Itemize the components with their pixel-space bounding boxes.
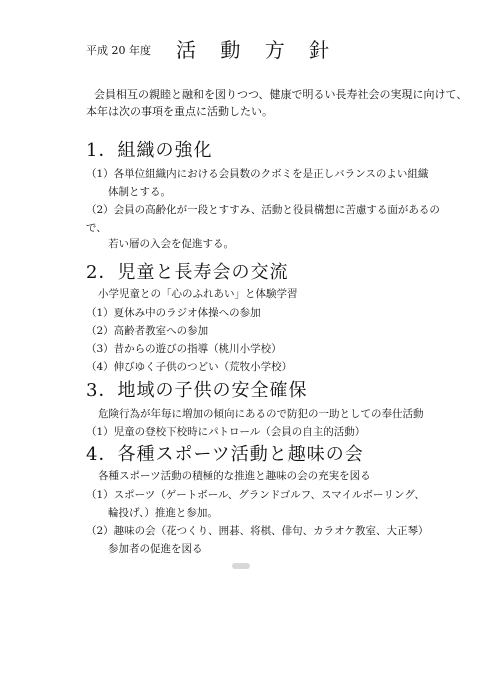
intro-line: 本年は次の事項を重点に活動したい。 (86, 105, 273, 118)
section-line: （3）昔からの遊びの指導（桃川小学校） (86, 343, 282, 355)
section-line: （2）高齢者教室への参加 (86, 325, 209, 337)
fiscal-year: 平成 20 年度 (86, 44, 151, 57)
section-line: （1）夏休み中のラジオ体操への参加 (86, 307, 261, 319)
section-heading: 3．地域の子供の安全確保 (86, 380, 308, 401)
page-title: 活 動 方 針 (176, 38, 339, 62)
section-line: 参加者の促進を図る (108, 543, 203, 555)
section-heading: 2．児童と長寿会の交流 (86, 262, 289, 283)
section-line: （1）スポーツ（ゲートボール、グランドゴルフ、スマイルボーリング、 (86, 489, 425, 501)
section-line: （4）伸びゆく子供のつどい（荒牧小学校） (86, 361, 293, 373)
section-line: 若い層の入会を促進する。 (108, 238, 234, 250)
section-line: 体制とする。 (108, 186, 171, 198)
section-line: （2）会員の高齢化が一段とすすみ、活動と役員構想に苦慮する面があるの (86, 204, 440, 216)
section-line: 輪投げ、）推進と参加。 (108, 507, 218, 519)
intro-line: 会員相互の親睦と融和を図りつつ、健康で明るい長寿社会の実現に向けて、 (94, 88, 468, 101)
section-line: 危険行為が年毎に増加の傾向にあるので防犯の一助としての奉仕活動 (98, 408, 424, 420)
section-line: で、 (86, 222, 107, 234)
section-line: 各種スポーツ活動の積極的な推進と趣味の会の充実を図る (98, 470, 371, 482)
section-heading: 4．各種スポーツ活動と趣味の会 (86, 444, 364, 465)
section-heading: 1．組織の強化 (86, 140, 213, 161)
section-line: 小学児童との「心のふれあい」と体験学習 (98, 288, 298, 300)
section-line: （1）児童の登校下校時にパトロール（会員の自主的活動） (86, 426, 366, 438)
scan-smudge (232, 563, 250, 569)
section-line: （1）各単位組織内における会員数のクボミを是正しバランスのよい組織 (86, 168, 429, 180)
section-line: （2）趣味の会（花つくり、囲碁、将棋、俳句、カラオケ教室、大正琴） (86, 525, 429, 537)
